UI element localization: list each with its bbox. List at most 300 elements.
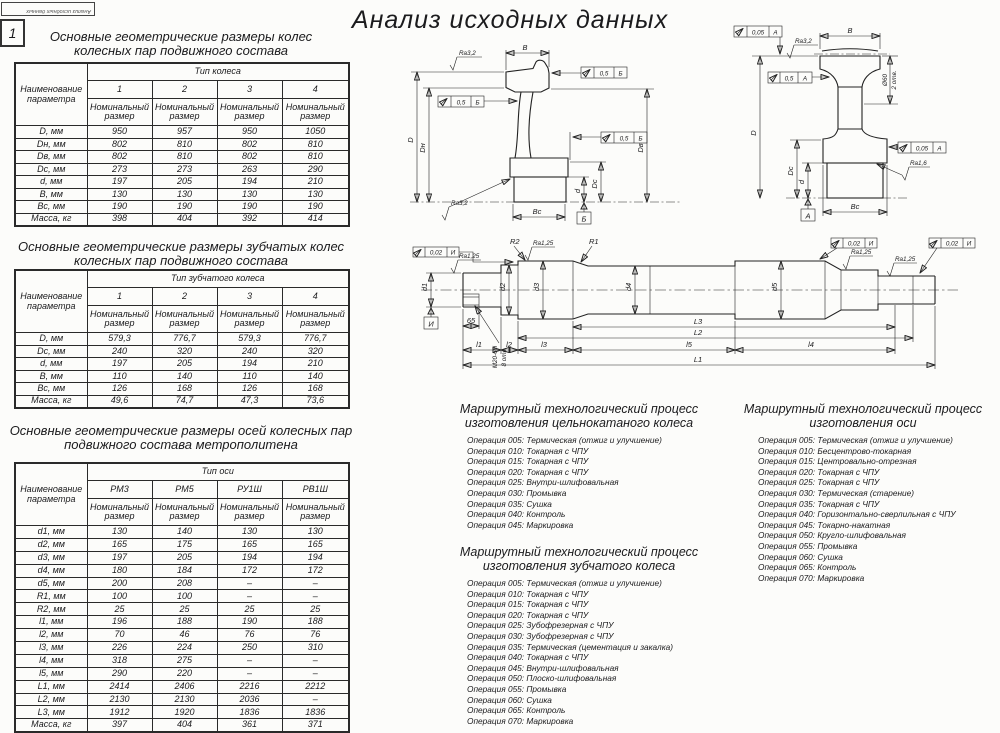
table-row	[15, 603, 349, 616]
roughness-mark	[450, 50, 482, 70]
table-row	[15, 383, 349, 396]
corner-stamp: Анализ исходных данных	[1, 2, 95, 16]
cell: –	[282, 667, 349, 680]
table-row	[15, 395, 349, 408]
table-row	[15, 126, 349, 139]
tolerance-value: 0,5	[456, 99, 466, 107]
subheader: Номинальный размер	[217, 99, 282, 126]
cell: 1836	[217, 706, 282, 719]
dim-label-l5: l5	[686, 340, 692, 349]
cell: 810	[282, 151, 349, 164]
cell: 318	[87, 654, 152, 667]
cell: 172	[282, 564, 349, 577]
cell: 205	[152, 551, 217, 564]
cell: 140	[282, 370, 349, 383]
col-header: 2	[152, 288, 217, 306]
cell: 194	[282, 551, 349, 564]
operation-item: Операция 055: Промывка	[758, 540, 858, 551]
cell: 197	[87, 176, 152, 189]
row-label: D, мм	[15, 333, 87, 346]
operation-item: Операция 040: Горизонтально-сверлильная с ЧПУ	[758, 509, 956, 520]
tolerance-datum: И	[868, 240, 874, 248]
row-label: l3, мм	[15, 642, 87, 655]
col-header: 2	[152, 81, 217, 99]
wheel-dimensions-table	[14, 62, 350, 227]
cell: 25	[217, 603, 282, 616]
cell: 49,6	[87, 395, 152, 408]
tolerance-datum: И	[966, 240, 972, 248]
cell: 130	[87, 188, 152, 201]
cell: 47,3	[217, 395, 282, 408]
dim-label-Dc: Dс	[786, 166, 795, 176]
cell: 273	[87, 163, 152, 176]
roughness-mark	[787, 38, 818, 58]
row-label: L1, мм	[15, 680, 87, 693]
tolerance-frame	[552, 67, 627, 78]
table-row	[15, 176, 349, 189]
thread-label: М20-6Н	[492, 345, 499, 369]
process-title: изготовления зубчатого колеса	[482, 559, 676, 573]
tolerance-frame	[920, 238, 975, 273]
dim-label-Bc: Bс	[532, 207, 542, 216]
cell: 2216	[217, 680, 282, 693]
row-label: Масса, кг	[15, 213, 87, 226]
runout-icon	[415, 250, 421, 256]
cell: 76	[217, 629, 282, 642]
cell: 200	[87, 577, 152, 590]
cell: 397	[87, 719, 152, 732]
cell: 184	[152, 564, 217, 577]
runout-icon	[833, 241, 839, 247]
wheel-web-section	[515, 92, 533, 158]
cell: 1050	[282, 126, 349, 139]
heading-line: колесных пар подвижного состава	[74, 253, 288, 268]
subheader: Номинальный размер	[152, 99, 217, 126]
cell: 190	[282, 201, 349, 214]
dim-label-L2: L2	[693, 328, 703, 337]
row-label: L2, мм	[15, 693, 87, 706]
row-label: R2, мм	[15, 603, 87, 616]
table-row	[15, 590, 349, 603]
cell: 810	[282, 138, 349, 151]
process-gear	[433, 545, 725, 726]
cell: –	[217, 667, 282, 680]
operation-item: Операция 030: Зубофрезерная с ЧПУ	[467, 630, 614, 641]
row-label: R1, мм	[15, 590, 87, 603]
dim-label-d: d	[797, 179, 806, 185]
process-title: Маршрутный технологический процесс	[459, 402, 699, 416]
roughness-value: Ra1,25	[459, 253, 480, 260]
process-axle	[722, 402, 1000, 583]
cell: 320	[152, 345, 217, 358]
operation-item: Операция 010: Токарная с ЧПУ	[467, 445, 589, 456]
cell: 240	[87, 345, 152, 358]
cell: 398	[87, 213, 152, 226]
cell: 208	[152, 577, 217, 590]
tolerance-frame	[889, 142, 946, 153]
operation-item: Операция 020: Токарная с ЧПУ	[467, 609, 589, 620]
cell: 205	[152, 358, 217, 371]
cell: 194	[217, 358, 282, 371]
operation-item: Операция 060: Сушка	[467, 694, 552, 705]
col-header: РМ3	[87, 481, 152, 499]
operation-item: Операция 045: Маркировка	[467, 519, 574, 530]
roughness-mark	[525, 240, 555, 260]
cell: 168	[282, 383, 349, 396]
cell: 802	[87, 138, 152, 151]
row-label: d, мм	[15, 176, 87, 189]
radius-label-R1: R1	[589, 237, 599, 246]
row-label: d1, мм	[15, 526, 87, 539]
col-header: 4	[282, 81, 349, 99]
tolerance-datum: А	[802, 75, 808, 83]
cell: 188	[152, 616, 217, 629]
thread-depth-label: 65	[466, 316, 476, 325]
tolerance-datum: А	[937, 145, 942, 153]
cell: 579,3	[217, 333, 282, 346]
operation-item: Операция 040: Токарная с ЧПУ	[467, 652, 589, 663]
cell: 110	[87, 370, 152, 383]
tolerance-datum: А	[773, 29, 778, 37]
tolerance-datum: Б	[638, 135, 643, 143]
subheader: Номинальный размер	[217, 306, 282, 333]
col-header: 4	[282, 288, 349, 306]
cell: 46	[152, 629, 217, 642]
dim-label-L1: L1	[693, 355, 703, 364]
operation-item: Операция 050: Плоско-шлифовальная	[467, 673, 617, 684]
cell: 190	[217, 201, 282, 214]
tolerance-value: 0,05	[751, 29, 765, 37]
cell: 126	[217, 383, 282, 396]
col-header: РВ1Ш	[282, 481, 349, 499]
operation-item: Операция 010: Токарная с ЧПУ	[467, 588, 589, 599]
row-label: Dн, мм	[15, 138, 87, 151]
radius-label-R2: R2	[510, 237, 520, 246]
operation-item: Операция 025: Зубофрезерная с ЧПУ	[467, 620, 614, 631]
type-header: Тип оси	[87, 463, 349, 481]
cell: 126	[87, 383, 152, 396]
section-heading-wheels	[14, 30, 348, 58]
operation-item: Операция 065: Контроль	[758, 562, 857, 573]
cell: 950	[217, 126, 282, 139]
cell: 130	[152, 188, 217, 201]
cell: 802	[217, 138, 282, 151]
cell: 180	[87, 564, 152, 577]
row-label: d3, мм	[15, 551, 87, 564]
operation-item: Операция 045: Внутри-шлифовальная	[467, 662, 619, 673]
cell: 250	[217, 642, 282, 655]
process-title: изготовления цельнокатаного колеса	[464, 416, 694, 430]
cell: 130	[87, 526, 152, 539]
operation-item: Операция 055: Промывка	[467, 683, 567, 694]
operation-item: Операция 070: Маркировка	[467, 715, 574, 726]
subheader: Номинальный размер	[217, 499, 282, 526]
operation-item: Операция 025: Внутри-шлифовальная	[467, 477, 619, 488]
cell: 190	[87, 201, 152, 214]
wheel-profile-drawing	[398, 40, 688, 236]
table-row	[15, 358, 349, 371]
operation-item: Операция 015: Токарная с ЧПУ	[467, 599, 589, 610]
cell: 25	[152, 603, 217, 616]
wheel-rim-section	[506, 60, 549, 92]
process-title: изготовления оси	[809, 416, 917, 430]
cell: 73,6	[282, 395, 349, 408]
cell: 263	[217, 163, 282, 176]
cell: 130	[217, 188, 282, 201]
tolerance-value: 0,02	[945, 240, 959, 248]
heading-line: Основные геометрические размеры зубчатых колес	[17, 239, 345, 254]
operation-item: Операция 030: Термическая (старение)	[758, 487, 915, 498]
roughness-mark	[843, 249, 873, 269]
table-row	[15, 667, 349, 680]
dim-label-d1: d1	[420, 282, 429, 292]
heading-line: Основные геометрические размеры колес	[49, 29, 313, 44]
cell: 140	[152, 526, 217, 539]
cell: 100	[87, 590, 152, 603]
cell: 205	[152, 176, 217, 189]
cell: 290	[87, 667, 152, 680]
cell: 776,7	[282, 333, 349, 346]
dim-label-d4: d4	[624, 282, 633, 292]
cell: 70	[87, 629, 152, 642]
runout-icon	[771, 75, 777, 81]
row-label: B, мм	[15, 370, 87, 383]
tolerance-value: 0,02	[429, 249, 443, 257]
cell: 197	[87, 551, 152, 564]
cell: 404	[152, 213, 217, 226]
gear-rim-section	[820, 56, 880, 87]
cell: 130	[217, 526, 282, 539]
table-row	[15, 188, 349, 201]
cell: –	[282, 693, 349, 706]
cell: 165	[217, 538, 282, 551]
subheader: Номинальный размер	[282, 499, 349, 526]
row-label: d, мм	[15, 358, 87, 371]
row-label: B, мм	[15, 188, 87, 201]
heading-line: подвижного состава метрополитена	[64, 437, 298, 452]
row-label: D, мм	[15, 126, 87, 139]
table-row	[15, 577, 349, 590]
cell: 130	[282, 526, 349, 539]
row-label: Dс, мм	[15, 163, 87, 176]
row-label: l4, мм	[15, 654, 87, 667]
runout-icon	[901, 145, 907, 151]
cell: 165	[87, 538, 152, 551]
cell: 392	[217, 213, 282, 226]
row-label: Dс, мм	[15, 345, 87, 358]
roughness-value: Ra1,25	[533, 240, 554, 247]
cell: 190	[152, 201, 217, 214]
datum-label: Б	[581, 214, 587, 224]
shaft-outline-top	[463, 261, 935, 276]
cell: 579,3	[87, 333, 152, 346]
operation-item: Операция 020: Токарная с ЧПУ	[467, 466, 589, 477]
row-label: d4, мм	[15, 564, 87, 577]
holes-count-label: 2 отв.	[891, 70, 898, 90]
section-heading-axles	[6, 424, 356, 452]
cell: 194	[217, 551, 282, 564]
roughness-value: Ra1,6	[910, 160, 927, 167]
dim-label-d5: d5	[770, 282, 779, 292]
cell: 74,7	[152, 395, 217, 408]
roughness-value: Ra1,25	[895, 256, 916, 263]
dim-label-Dn: Dн	[418, 143, 427, 153]
cell: 371	[282, 719, 349, 732]
table-row	[15, 564, 349, 577]
subheader: Номинальный размер	[87, 306, 152, 333]
process-wheel	[433, 402, 725, 530]
runout-icon	[584, 70, 590, 76]
col-header: 1	[87, 81, 152, 99]
table-row	[15, 345, 349, 358]
cell: 320	[282, 345, 349, 358]
cell: 2212	[282, 680, 349, 693]
dim-label-D: D	[749, 130, 758, 136]
cell: 210	[282, 358, 349, 371]
table-row	[15, 138, 349, 151]
operation-item: Операция 045: Токарно-накатная	[758, 519, 891, 530]
operation-item: Операция 035: Сушка	[467, 498, 552, 509]
subheader: Номинальный размер	[282, 99, 349, 126]
subheader: Номинальный размер	[152, 499, 217, 526]
param-header: Наименование параметра	[15, 270, 87, 333]
table-row	[15, 616, 349, 629]
tolerance-value: 0,5	[784, 75, 794, 83]
cell: 110	[217, 370, 282, 383]
cell: 197	[87, 358, 152, 371]
tolerance-datum: Б	[618, 70, 623, 78]
cell: –	[282, 577, 349, 590]
cell: 196	[87, 616, 152, 629]
runout-icon	[604, 135, 610, 141]
page-title: Анализ исходных данных	[351, 6, 669, 34]
cell: 802	[87, 151, 152, 164]
dim-label-d3: d3	[532, 282, 541, 292]
col-header: РУ1Ш	[217, 481, 282, 499]
tolerance-datum: Б	[475, 99, 480, 107]
row-label: Dв, мм	[15, 151, 87, 164]
col-header: РМ5	[152, 481, 217, 499]
table-row	[15, 551, 349, 564]
cell: 2130	[87, 693, 152, 706]
wheel-bore	[514, 177, 566, 202]
operation-item: Операция 005: Термическая (отжиг и улучшение)	[467, 435, 662, 445]
operation-item: Операция 020: Токарная с ЧПУ	[758, 466, 880, 477]
tolerance-datum: И	[450, 249, 456, 257]
cell: 25	[282, 603, 349, 616]
tolerance-frame	[768, 72, 829, 83]
tolerance-value: 0,05	[915, 145, 929, 153]
cell: 100	[152, 590, 217, 603]
operation-item: Операция 005: Термическая (отжиг и улучшение)	[467, 578, 662, 588]
row-label: l2, мм	[15, 629, 87, 642]
table-row	[15, 642, 349, 655]
cell: 2130	[152, 693, 217, 706]
datum-label: И	[428, 319, 434, 329]
cell: 224	[152, 642, 217, 655]
cell: –	[282, 590, 349, 603]
operation-item: Операция 030: Промывка	[467, 487, 567, 498]
dim-label-Dc: Dс	[590, 179, 599, 189]
col-header: 3	[217, 288, 282, 306]
cell: 1836	[282, 706, 349, 719]
cell: 2414	[87, 680, 152, 693]
dim-label-l3: l3	[541, 340, 547, 349]
cell: 776,7	[152, 333, 217, 346]
cell: 140	[152, 370, 217, 383]
holes-diameter-label: Ø60	[882, 74, 889, 86]
table-row	[15, 213, 349, 226]
dim-label-B: B	[522, 43, 528, 52]
table-row	[15, 333, 349, 346]
cell: 2036	[217, 693, 282, 706]
dim-label-D: D	[406, 137, 415, 143]
cell: 290	[282, 163, 349, 176]
runout-icon	[441, 99, 447, 105]
tolerance-frame	[438, 96, 517, 107]
row-label: l1, мм	[15, 616, 87, 629]
dim-label-d: d	[573, 188, 582, 194]
dim-label-B: B	[847, 26, 853, 35]
roughness-value: Ra3,2	[451, 200, 468, 207]
dim-label-l4: l4	[808, 340, 814, 349]
param-header: Наименование параметра	[15, 63, 87, 126]
cell: 802	[217, 151, 282, 164]
operation-item: Операция 070: Маркировка	[758, 572, 865, 583]
table-row	[15, 629, 349, 642]
row-label: L3, мм	[15, 706, 87, 719]
table-row	[15, 719, 349, 732]
process-title: Маршрутный технологический процесс	[743, 402, 983, 416]
gear-web-section	[838, 87, 862, 129]
operation-item: Операция 025: Токарная с ЧПУ	[758, 477, 880, 488]
cell: 210	[282, 176, 349, 189]
cell: 810	[152, 138, 217, 151]
heading-line: колесных пар подвижного состава	[74, 43, 288, 58]
table-row	[15, 201, 349, 214]
operation-item: Операция 065: Контроль	[467, 705, 566, 716]
process-title: Маршрутный технологический процесс	[459, 545, 699, 559]
cell: 165	[282, 538, 349, 551]
datum-label: А	[805, 211, 811, 221]
axle-dimensions-table	[14, 462, 350, 733]
table-row	[15, 680, 349, 693]
operation-item: Операция 050: Кругло-шлифовальная	[758, 530, 906, 541]
cell: 361	[217, 719, 282, 732]
runout-icon	[931, 241, 937, 247]
subheader: Номинальный размер	[87, 99, 152, 126]
cell: –	[217, 577, 282, 590]
gear-bore	[827, 163, 883, 198]
tolerance-value: 0,5	[599, 70, 609, 78]
cell: 168	[152, 383, 217, 396]
dim-label-Dv: Dв	[636, 143, 645, 153]
operation-item: Операция 040: Контроль	[467, 509, 566, 520]
tolerance-frame	[734, 26, 782, 54]
row-label: Bс, мм	[15, 383, 87, 396]
cell: –	[217, 654, 282, 667]
thread-count-label: 8 отв.	[501, 347, 508, 367]
cell: 190	[217, 616, 282, 629]
cell: 275	[152, 654, 217, 667]
roughness-mark	[442, 179, 510, 220]
cell: 404	[152, 719, 217, 732]
cell: –	[217, 590, 282, 603]
cell: 226	[87, 642, 152, 655]
dim-label-d2: d2	[498, 282, 507, 292]
cell: 76	[282, 629, 349, 642]
tolerance-value: 0,5	[619, 135, 629, 143]
